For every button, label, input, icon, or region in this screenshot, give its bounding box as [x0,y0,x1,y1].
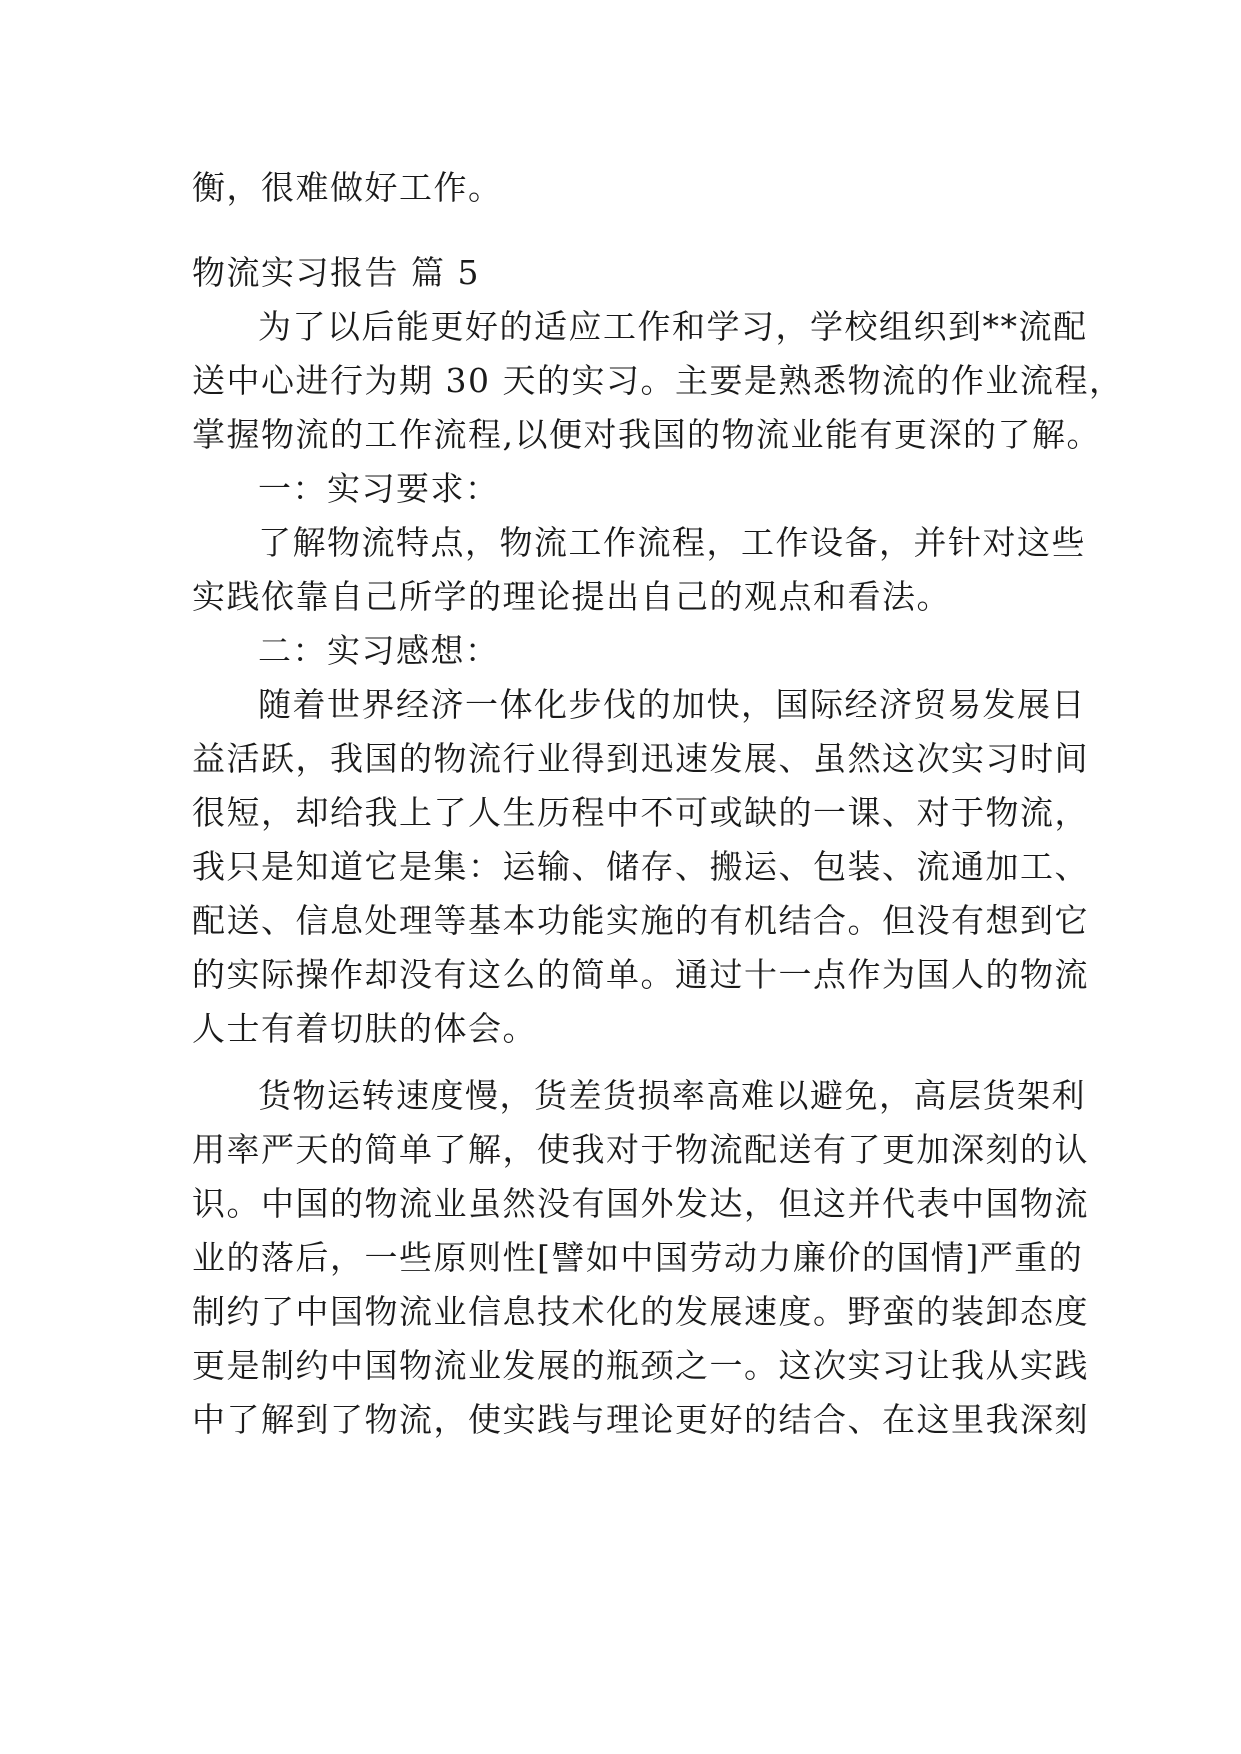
text-line: 送中心进行为期 30 天的实习。主要是熟悉物流的作业流程， [192,361,1124,400]
section-title: 物流实习报告 篇 5 [192,253,480,292]
text-line: 配送、信息处理等基本功能实施的有机结合。但没有想到它 [192,901,1089,940]
subheading: 二：实习感想： [258,631,500,670]
text-line: 货物运转速度慢，货差货损率高难以避免，高层货架利 [258,1076,1086,1115]
text-line: 为了以后能更好的适应工作和学习，学校组织到**流配 [258,307,1088,346]
text-line: 衡，很难做好工作。 [192,168,503,207]
text-line: 随着世界经济一体化步伐的加快，国际经济贸易发展日 [258,685,1086,724]
text-line: 我只是知道它是集：运输、储存、搬运、包装、流通加工、 [192,847,1089,886]
text-line: 的实际操作却没有这么的简单。通过十一点作为国人的物流 [192,955,1089,994]
text-line: 制约了中国物流业信息技术化的发展速度。野蛮的装卸态度 [192,1292,1089,1331]
text-line: 更是制约中国物流业发展的瓶颈之一。这次实习让我从实践 [192,1346,1089,1385]
text-line: 用率严天的简单了解，使我对于物流配送有了更加深刻的认 [192,1130,1089,1169]
text-line: 业的落后，一些原则性[譬如中国劳动力廉价的国情]严重的 [192,1238,1084,1277]
text-line: 了解物流特点，物流工作流程，工作设备，并针对这些 [258,523,1086,562]
text-line: 实践依靠自己所学的理论提出自己的观点和看法。 [192,577,951,616]
text-line: 很短，却给我上了人生历程中不可或缺的一课、对于物流， [192,793,1089,832]
text-line: 益活跃，我国的物流行业得到迅速发展、虽然这次实习时间 [192,739,1089,778]
text-line: 掌握物流的工作流程,以便对我国的物流业能有更深的了解。 [192,415,1101,454]
subheading: 一：实习要求： [258,469,500,508]
text-line: 识。中国的物流业虽然没有国外发达，但这并代表中国物流 [192,1184,1089,1223]
text-line: 人士有着切肤的体会。 [192,1009,537,1048]
text-line: 中了解到了物流，使实践与理论更好的结合、在这里我深刻 [192,1400,1089,1439]
